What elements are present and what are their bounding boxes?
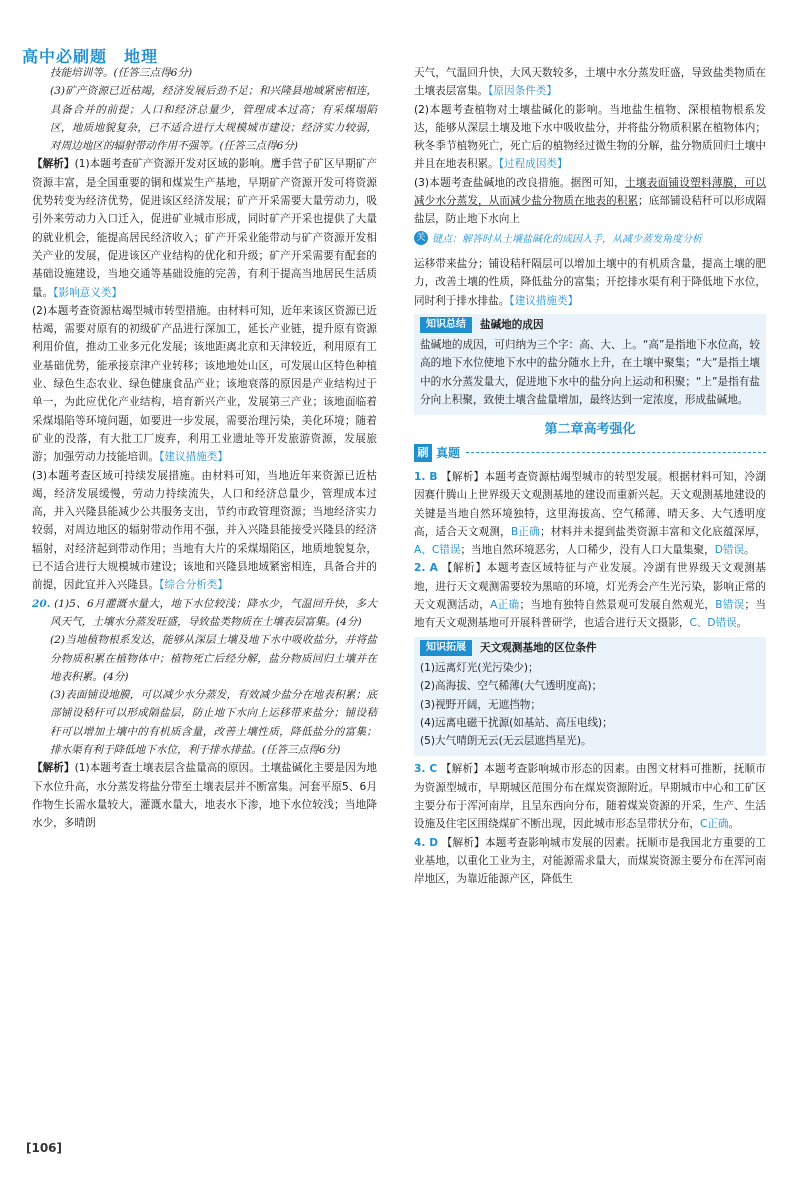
- answer-line: 技能培训等。(任答三点得6分): [50, 67, 193, 79]
- answer-line: (3)表面铺设地膜，可以减少水分蒸发，有效减少盐分在地表积累；底部铺设秸秆可以形成隔盐层，防止地下水向上运移带来盐分；铺设秸秆可以增加土壤中的有机质含量，改善土壤性质，降低盐分的富集；排水渠有利于降低地下水位，利于排水排盐。(任答三点得6分): [50, 689, 377, 756]
- analysis-text: (2)本题考查资源枯竭型城市转型措施。由材料可知，近年来该区资源已近枯竭，需要对原有的初级矿产品进行深加工，延长产业链，提升原有资源利用价值，推动工业多元化发展；该地距离北京和天津较近，利用原有工业基础优势，能承接京津产业转移；该地地处山区，可发展山区特色种植业、绿色生态农业、绿色健康食品产业；该地衰落的原因是产业结构过于单一，为此应优化产业结构，培育新兴产业，发展第三产业；该地面临着采煤塌陷等环境问题，如要进一步发展，需要治理污染，美化环境；随着矿业的没落，有大批工厂废弃，利用工业遗址等开发旅游资源，发展旅游；加强劳动力技能培训。: [32, 304, 377, 464]
- brush-icon: 刷: [414, 444, 432, 462]
- question-type-tag: 【影响意义类】: [53, 286, 123, 299]
- list-item: (1)远离灯光(光污染少)；: [420, 661, 539, 674]
- analysis-text: (1)本题考查土壤表层含盐量高的原因。土壤盐碱化主要是因为地下水位升高，水分蒸发将盐分带至土壤表层并不断富集。河套平原5、6月作物生长需水量较大，灌溉水量大，地表水下渗，地下水位较浅；当地降水少，多晴朗: [32, 762, 378, 830]
- section-header: [414, 444, 766, 462]
- chapter-title: 第二章高考强化: [544, 422, 636, 438]
- list-item: (5)大气晴朗无云(无云层遮挡星光)。: [420, 735, 592, 748]
- question-type-tag: 【综合分析类】: [159, 579, 228, 592]
- answer-line: (2)当地植物根系发达，能够从深层土壤及地下水中吸收盐分，并将盐分物质积累在植物体中；植物死亡后经分解，盐分物质回归土壤并在地表积累。(4分): [50, 634, 377, 683]
- box-title: 盐碱地的成因: [480, 318, 544, 331]
- page-header: 高中必刷题 地理: [22, 47, 159, 66]
- analysis-label: 【解析】: [32, 158, 75, 171]
- key-point-note: [414, 231, 766, 249]
- knowledge-extension-box: [414, 637, 766, 757]
- key-point-icon: 关: [414, 231, 428, 245]
- analysis-paragraph: (3)本题考查盐碱地的改良措施。据图可知，土壤表面铺设塑料薄膜，可以减少水分蒸发，从而减少盐分物质在地表的积累；底部铺设秸秆可以形成隔盐层，防止地下水向上: [414, 176, 766, 226]
- left-column: [32, 64, 377, 832]
- analysis-paragraph: (2)本题考查植物对土壤盐碱化的影响。当地盐生植物、深根植物根系发达，能够从深层土壤及地下水中吸收盐分，并将盐分物质积累在植物体内；秋冬季节植物死亡，死亡后的植物经过微生物的分解，盐分物质回归土壤中并且在地表积累。【过程成因类】: [414, 103, 766, 171]
- right-column: [414, 64, 766, 888]
- analysis-text: (3)本题考查区域可持续发展措施。由材料可知，当地近年来资源已近枯竭，经济发展缓慢，劳动力持续流失，人口和经济总量少，管理成本过高，并入兴隆县能减少公共服务支出，节约市政管理资源；当地经济实力较弱，对周边地区的辐射带动作用不强，并入兴隆县能接受兴隆县的经济辐射，对经济起到带动作用；当地有大片的采煤塌陷区，地质地貌复杂，已不适合进行大规模城市建设；该地和兴隆县地域紧密相连，具备合并的前提，因此宜并入兴隆县。: [32, 469, 377, 592]
- question-number: 1. B: [414, 470, 438, 483]
- analysis-paragraph: [32, 302, 377, 467]
- question-number: 20.: [32, 597, 51, 610]
- question-answer: 2. A 【解析】本题考查区域特征与产业发展。冷湖有世界级天文观测基地，进行天文观测需要较为黑暗的环境，灯光秀会产生光污染，影响正常的天文观测活动，A正确；当地有独特自然景观可发展自然观光，B错误；当地有天文观测基地可开展科普研学，也适合进行天文摄影，C、D错误。: [414, 562, 767, 630]
- analysis-paragraph: 天气，气温回升快，大风天数较多，土壤中水分蒸发旺盛，导致盐类物质在土壤表层富集。【原因条件类】: [414, 67, 766, 98]
- knowledge-summary-box: [414, 314, 766, 415]
- key-point-text: 键点：解答时从土壤盐碱化的成因入手，从减少蒸发角度分析: [432, 233, 702, 245]
- list-item: (2)高海拔、空气稀薄(大气透明度高)；: [420, 680, 603, 693]
- analysis-paragraph: [32, 155, 377, 301]
- question-answer: 3. C 【解析】本题考查影响城市形态的因素。由图文材料可推断，抚顺市为资源型城市，早期城区范围分布在煤炭资源附近。早期城市中心和工矿区主要分布于浑河南岸，且呈东西向分布，随着煤炭资源的开采，生产、生活设施及住宅区围绕煤矿不断出现，因此城市形态呈带状分布，C正确。: [414, 763, 766, 831]
- page-number: [106]: [26, 1141, 63, 1155]
- question-type-tag: 【建议措施类】: [159, 451, 228, 464]
- box-title: 天文观测基地的区位条件: [480, 641, 597, 654]
- analysis-paragraph: [32, 467, 377, 595]
- question-type-tag: 【原因条件类】: [488, 85, 558, 98]
- section-label: 真题: [436, 445, 461, 460]
- answer-line: (3)矿产资源已近枯竭，经济发展后劲不足；和兴隆县地域紧密相连，具备合并的前提；人口和经济总量少，管理成本过高；有采煤塌陷区，地质地貌复杂，已不适合进行大规模城市建设；经济实力较弱，对周边地区的辐射带动作用不强等。(任答三点得6分): [50, 85, 377, 153]
- underlined-text: 土壤表面铺设塑料薄膜，可以减少水分蒸发，从而减少盐分物质在地表的积累: [414, 176, 766, 208]
- question-number: 4. D: [414, 836, 439, 849]
- analysis-paragraph: [32, 759, 377, 832]
- question-number: 2. A: [414, 562, 438, 575]
- box-label: 知识总结: [420, 317, 472, 333]
- question-answer: 1. B 【解析】本题考查资源枯竭型城市的转型发展。根据材料可知，冷湖因赛什腾山上世界级天文观测基地的建设而重新兴起。天文观测基地建设的关键是当地自然环境独特，这里海拔高、空气稀薄、晴天多、大气透明度高，适合天文观测，B正确；材料并未提到盐类资源丰富和文化底蕴深厚，A、C错误；当地自然环境恶劣，人口稀少，没有人口大量集聚，D错误。: [414, 470, 766, 557]
- analysis-label: 【解析】: [32, 762, 75, 775]
- section-divider: [466, 452, 766, 453]
- answer-line: 20. (1)5、6月灌溉水量大，地下水位较浅；降水少，气温回升快，多大风天气，土壤水分蒸发旺盛，导致盐类物质在土壤表层富集。(4分): [32, 597, 377, 628]
- list-item: (4)远离电磁干扰源(如基站、高压电线)；: [420, 716, 613, 729]
- box-label: 知识拓展: [420, 640, 472, 656]
- question-type-tag: 【建议措施类】: [509, 294, 579, 307]
- question-20-answer: [32, 595, 377, 760]
- analysis-text: (1)本题考查矿产资源开发对区域的影响。鹰手营子矿区早期矿产资源丰富，是全国重要的铜和煤炭生产基地，早期矿产资源开发可将资源优势转变为经济优势，促进该区经济发展；矿产开采需要大量劳动力，吸引外来劳动力入口迁入，促进矿业城市形成，同时矿产开采也提供了大量的就业机会，能提高居民经济收入；矿产开采业能带动与矿产资源开发相关产业的发展，促进该区产业结构的优化和升级；矿产开采需要有配套的基础设施建设，当地交通等基础设施的完善，有利于提高当地居民生活质量。: [32, 158, 378, 299]
- question-type-tag: 【过程成因类】: [498, 158, 568, 171]
- analysis-paragraph: 运移带来盐分；铺设秸秆隔层可以增加土壤中的有机质含量，提高土壤的肥力，改善土壤的性质，降低盐分的富集；开挖排水渠有利于降低地下水位，同时利于排水排盐。【建议措施类】: [414, 257, 766, 307]
- box-text: 盐碱地的成因，可归纳为三个字：高、大、上。“高”是指地下水位高，较高的地下水位使地下水中的盐分随水上升，在土壤中聚集；“大”是指土壤中的水分蒸发量大，促进地下水中的盐分向上运动和积聚；“上”是指有盐分向上积聚，致使土壤含盐量增加，最终达到一定浓度，形成盐碱地。: [420, 339, 760, 407]
- list-item: (3)视野开阔，无遮挡物；: [420, 698, 541, 711]
- question-answer: 4. D 【解析】本题考查影响城市发展的因素。抚顺市是我国北方重要的工业基地，以重化工业为主，对能源需求量大，而煤炭资源主要分布在浑河南岸地区，为靠近能源产区，降低生: [414, 836, 766, 886]
- question-number: 3. C: [414, 763, 438, 776]
